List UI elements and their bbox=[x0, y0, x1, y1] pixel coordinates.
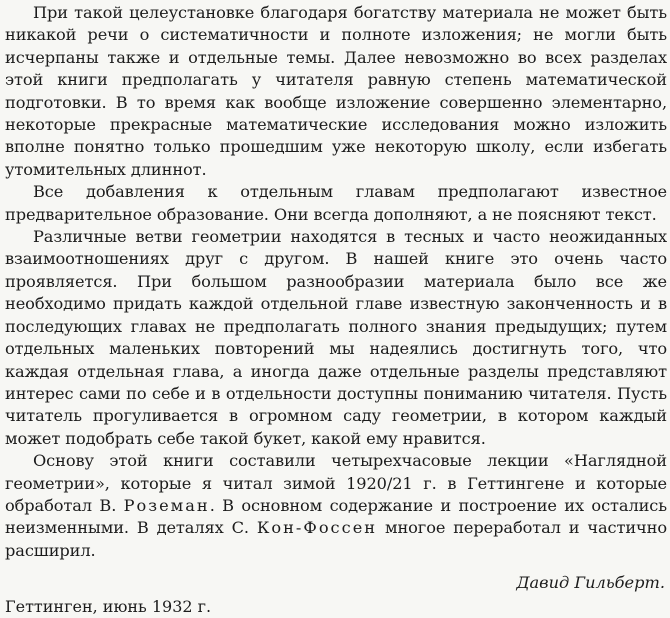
paragraph-origin bbox=[5, 450, 667, 562]
dateline: Геттинген, июнь 1932 г. bbox=[5, 597, 212, 617]
origin-text-part3: многое переработал и частично расширил. bbox=[5, 518, 667, 560]
paragraph-goal: При такой целеустановке благодаря богатству материала не может быть никакой речи о систематичности и полноте изложения; не могли быть исчерпаны также и отдельные темы. Далее невозможно во всех разделах этой книги предполагать у читателя равную степень математической подготовки. В то время как вообще изложение совершенно элементарно, некоторые прекрасные математические исследования можно изложить вполне понятно только прошедшим уже некоторую школу, если избегать утомительных длиннот. bbox=[5, 3, 667, 179]
name-rosemann: Роземан bbox=[123, 495, 210, 515]
origin-text-part2: . В основном содержание и построение их остались неизменными. В деталях С. bbox=[5, 495, 667, 538]
origin-text-part1: Основу этой книги составили четырехчасовые лекции «Наглядной геометрии», которые я читал зимой 1920/21 г. в Геттингене и которые обработал В. bbox=[5, 451, 667, 515]
paragraph-additions: Все добавления к отдельным главам предполагают известное предварительное образование. Они всегда дополняют, а не поясняют текст. bbox=[5, 182, 667, 224]
name-cohn-vossen: Кон-Фоссен bbox=[256, 518, 378, 538]
author-signature: Давид Гильберт. bbox=[516, 573, 665, 593]
paragraph-branches: Различные ветви геометрии находятся в тесных и часто неожиданных взаимоотношениях друг с другом. В нашей книге это очень часто проявляется. При большом разнообразии материала было все же необходимо придать каждой отдельной главе известную законченность и в последующих главах не предполагать полного знания предыдущих; путем отдельных маленьких повторений мы надеялись достигнуть того, что каждая отдельная глава, а иногда даже отдельные разделы представляют интерес сами по себе и в отдельности доступны пониманию читателя. Пусть читатель прогуливается в огромном саду геометрии, в котором каждый может подобрать себе такой букет, какой ему нравится. bbox=[5, 227, 667, 448]
